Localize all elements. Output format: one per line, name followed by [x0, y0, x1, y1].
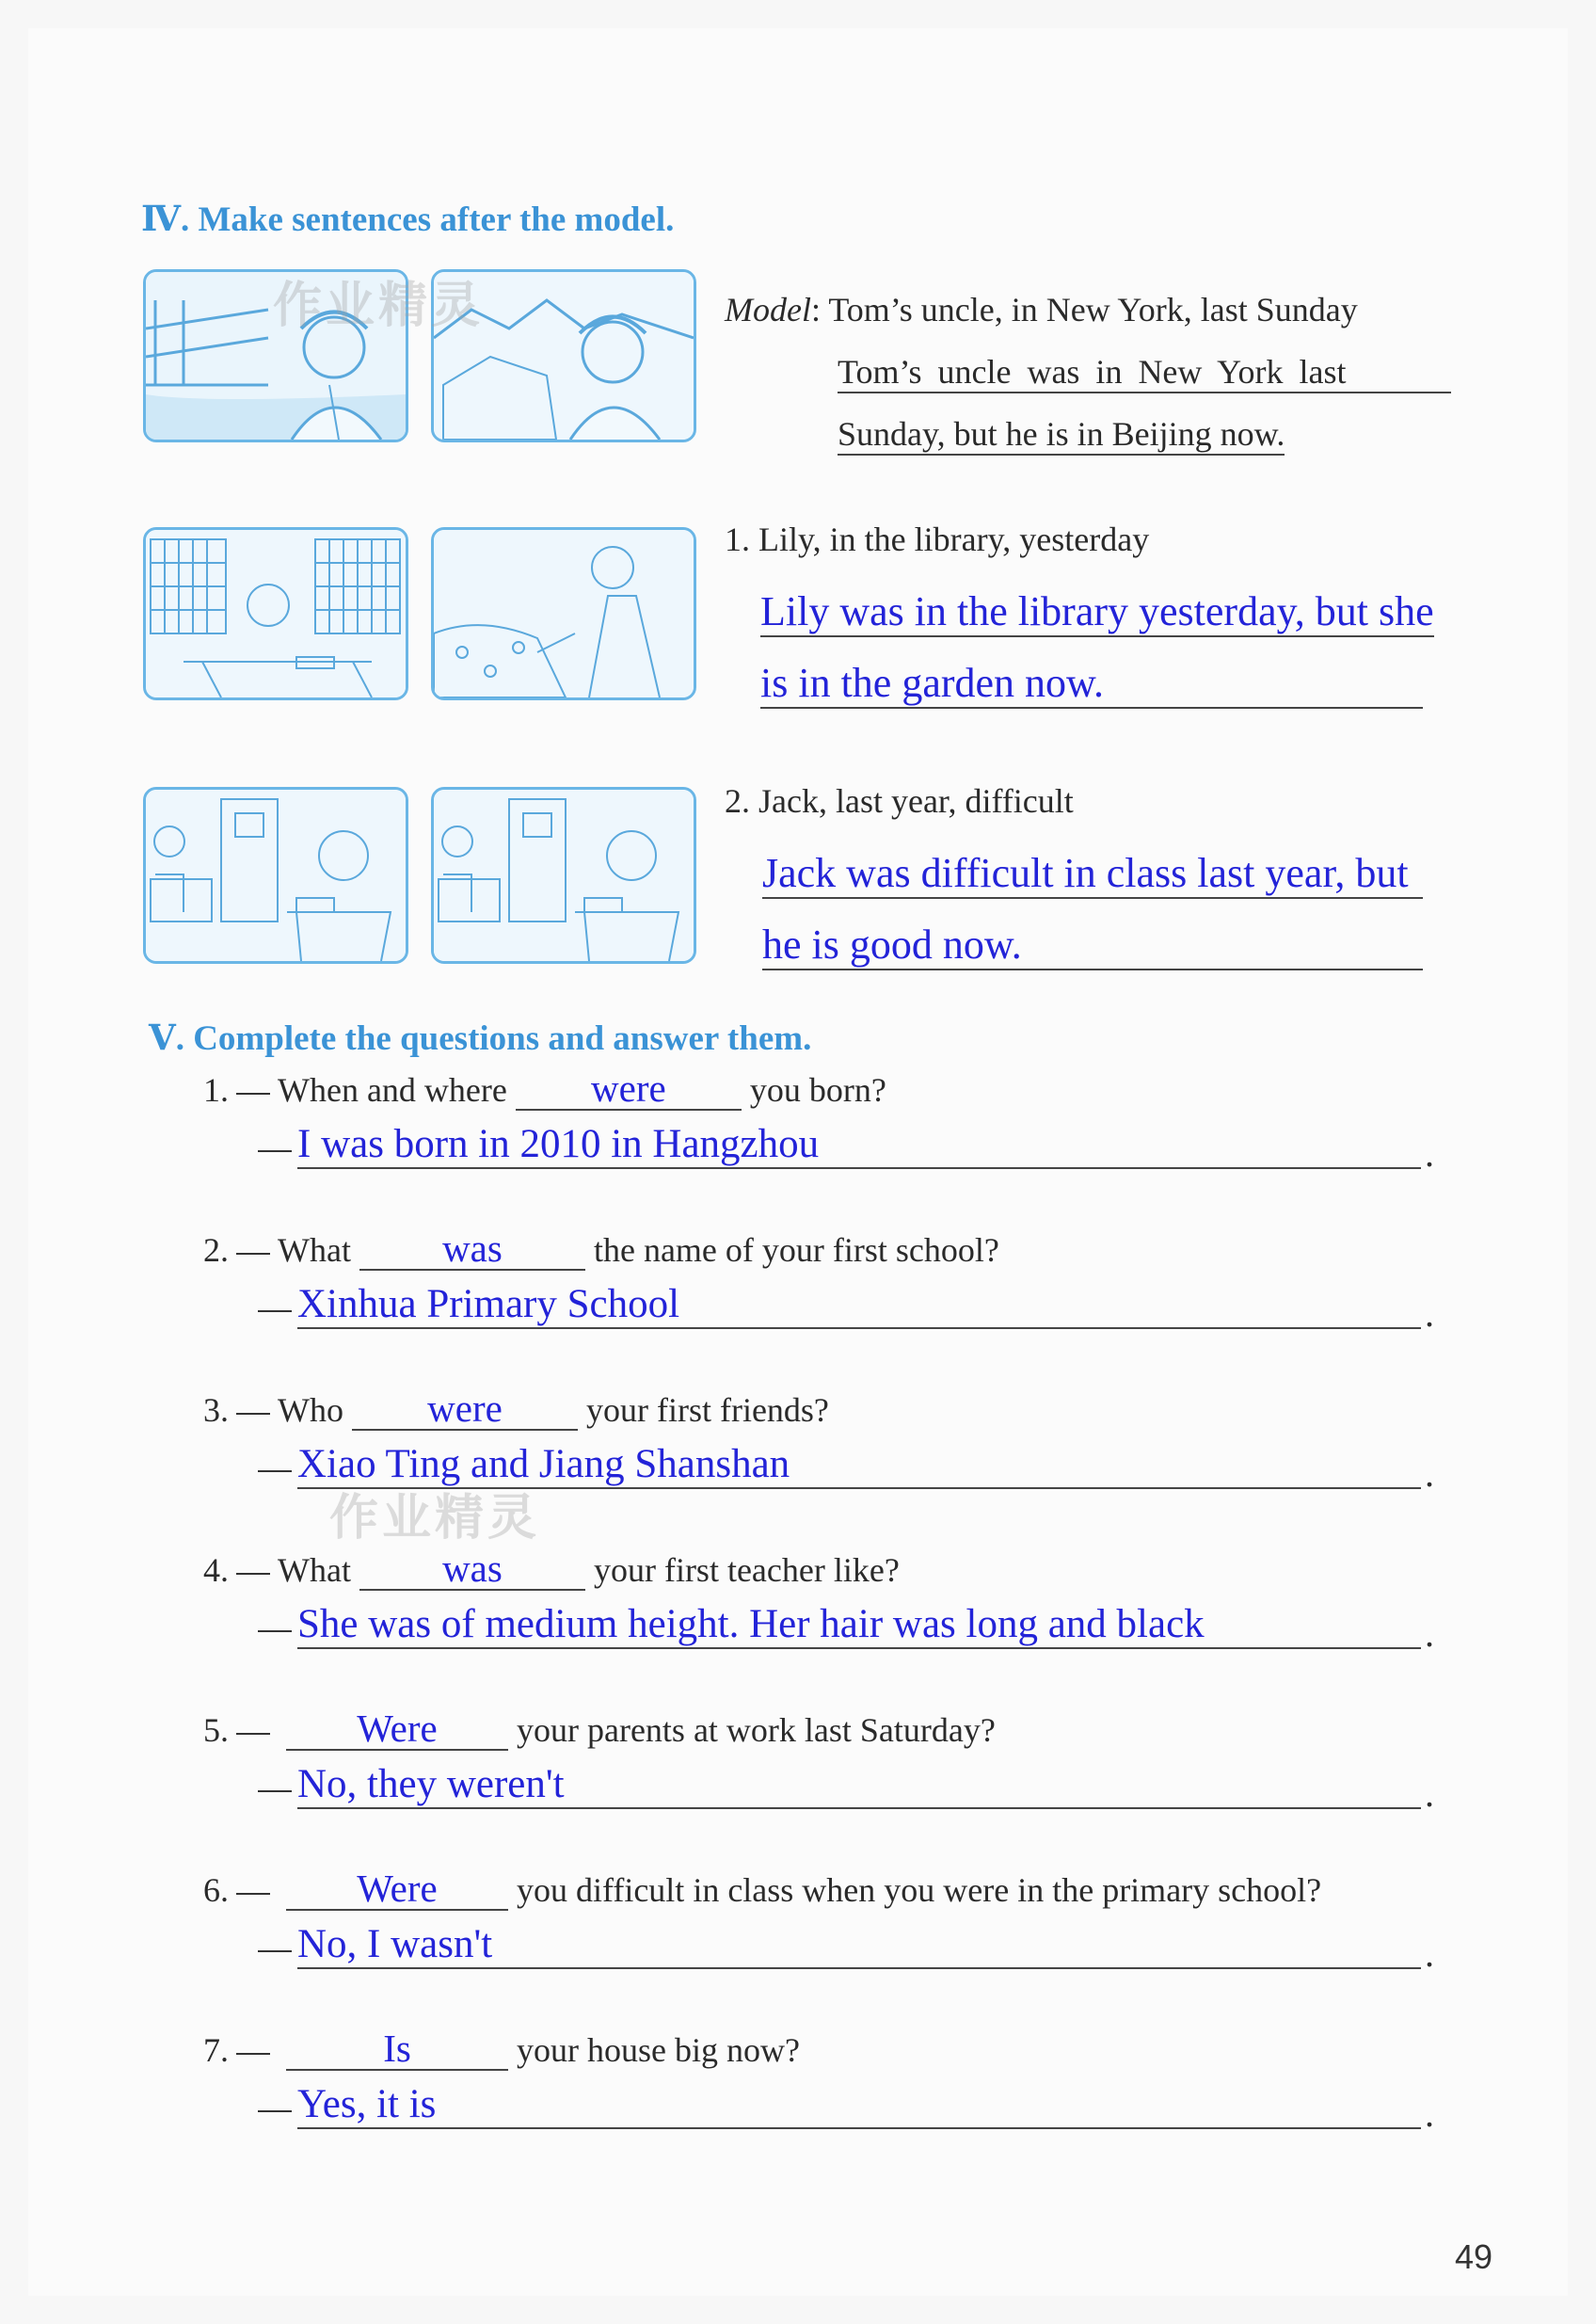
page-number: 49 — [1454, 2237, 1492, 2276]
answer-text: Yes, it is — [297, 2082, 437, 2126]
item-2-answer-line2: he is good now. — [762, 921, 1423, 970]
question-blank: were — [352, 1387, 578, 1431]
question-number: 1. — [203, 1071, 229, 1109]
question-blank: was — [359, 1227, 585, 1271]
question-5 — [203, 1707, 996, 1751]
answer-text: I was born in 2010 in Hangzhou — [297, 1122, 820, 1166]
picture-classroom-now — [431, 787, 696, 964]
picture-classroom-before — [143, 787, 408, 964]
period: . — [1425, 1292, 1434, 1335]
picture-garden — [431, 527, 696, 700]
question-7 — [203, 2027, 800, 2071]
question-6 — [203, 1867, 1321, 1911]
model-answer-line1: Tom’s uncle was in New York last — [838, 352, 1451, 393]
section-4-title: Ⅳ. Make sentences after the model. — [141, 200, 675, 239]
question-2 — [203, 1227, 999, 1271]
question-number: 7. — [203, 2031, 229, 2069]
answer-line-1 — [297, 1120, 1421, 1169]
question-text-after: the name of your first school? — [593, 1231, 999, 1269]
question-3 — [203, 1387, 829, 1431]
answer-line-4 — [297, 1600, 1421, 1649]
question-number: 3. — [203, 1391, 229, 1429]
answer-line-6 — [297, 1920, 1421, 1969]
model-prompt-text: : Tom’s uncle, in New York, last Sunday — [810, 291, 1358, 329]
watermark: 作业精灵 — [273, 278, 485, 334]
question-text-after: your first friends? — [585, 1391, 829, 1429]
item-2-answer-line1: Jack was difficult in class last year, but — [762, 849, 1423, 899]
model-prompt — [725, 290, 1358, 329]
question-text-before: What — [278, 1551, 351, 1589]
answer-line-2 — [297, 1280, 1421, 1329]
item-1-answer-line2: is in the garden now. — [760, 659, 1423, 709]
answer-text: No, I wasn't — [297, 1922, 493, 1966]
question-text-after: your house big now? — [517, 2031, 800, 2069]
watermark: 作业精灵 — [329, 1490, 541, 1547]
question-text-after: your first teacher like? — [593, 1551, 900, 1589]
picture-library — [143, 527, 408, 700]
period: . — [1425, 2092, 1434, 2135]
question-blank: were — [516, 1067, 742, 1111]
question-text-before: When and where — [278, 1071, 507, 1109]
item-1-answer-line1: Lily was in the library yesterday, but she — [760, 587, 1434, 637]
period: . — [1425, 1612, 1434, 1655]
answer-text: Xiao Ting and Jiang Shanshan — [297, 1442, 790, 1486]
question-number: 5. — [203, 1711, 229, 1749]
period: . — [1425, 1132, 1434, 1175]
question-4 — [203, 1547, 900, 1591]
question-text-after: you born? — [749, 1071, 886, 1109]
model-answer-line2: Sunday, but he is in Beijing now. — [838, 414, 1285, 456]
question-blank: Is — [286, 2027, 508, 2071]
question-blank: Were — [286, 1707, 508, 1751]
question-text-after: your parents at work last Saturday? — [517, 1711, 996, 1749]
answer-text: No, they weren't — [297, 1762, 565, 1806]
answer-line-7 — [297, 2080, 1421, 2129]
period: . — [1425, 1452, 1434, 1495]
question-number: 2. — [203, 1231, 229, 1269]
question-text-before: Who — [278, 1391, 343, 1429]
item-2-prompt: 2. Jack, last year, difficult — [725, 782, 1074, 820]
answer-line-5 — [297, 1760, 1421, 1809]
period: . — [1425, 1772, 1434, 1815]
model-label: Model — [725, 291, 811, 329]
question-text-before: What — [278, 1231, 351, 1269]
question-1 — [203, 1067, 886, 1111]
question-number: 6. — [203, 1871, 229, 1909]
question-text-after: you difficult in class when you were in the primary school? — [517, 1871, 1322, 1909]
period: . — [1425, 1932, 1434, 1975]
answer-text: Xinhua Primary School — [297, 1282, 680, 1326]
question-blank: Were — [286, 1867, 508, 1911]
worksheet-page — [28, 28, 1568, 2296]
answer-text: She was of medium height. Her hair was long and black — [297, 1602, 1205, 1646]
question-blank: was — [359, 1547, 585, 1591]
section-5-title: Ⅴ. Complete the questions and answer them. — [149, 1019, 812, 1058]
item-1-prompt: 1. Lily, in the library, yesterday — [725, 521, 1150, 558]
question-number: 4. — [203, 1551, 229, 1589]
